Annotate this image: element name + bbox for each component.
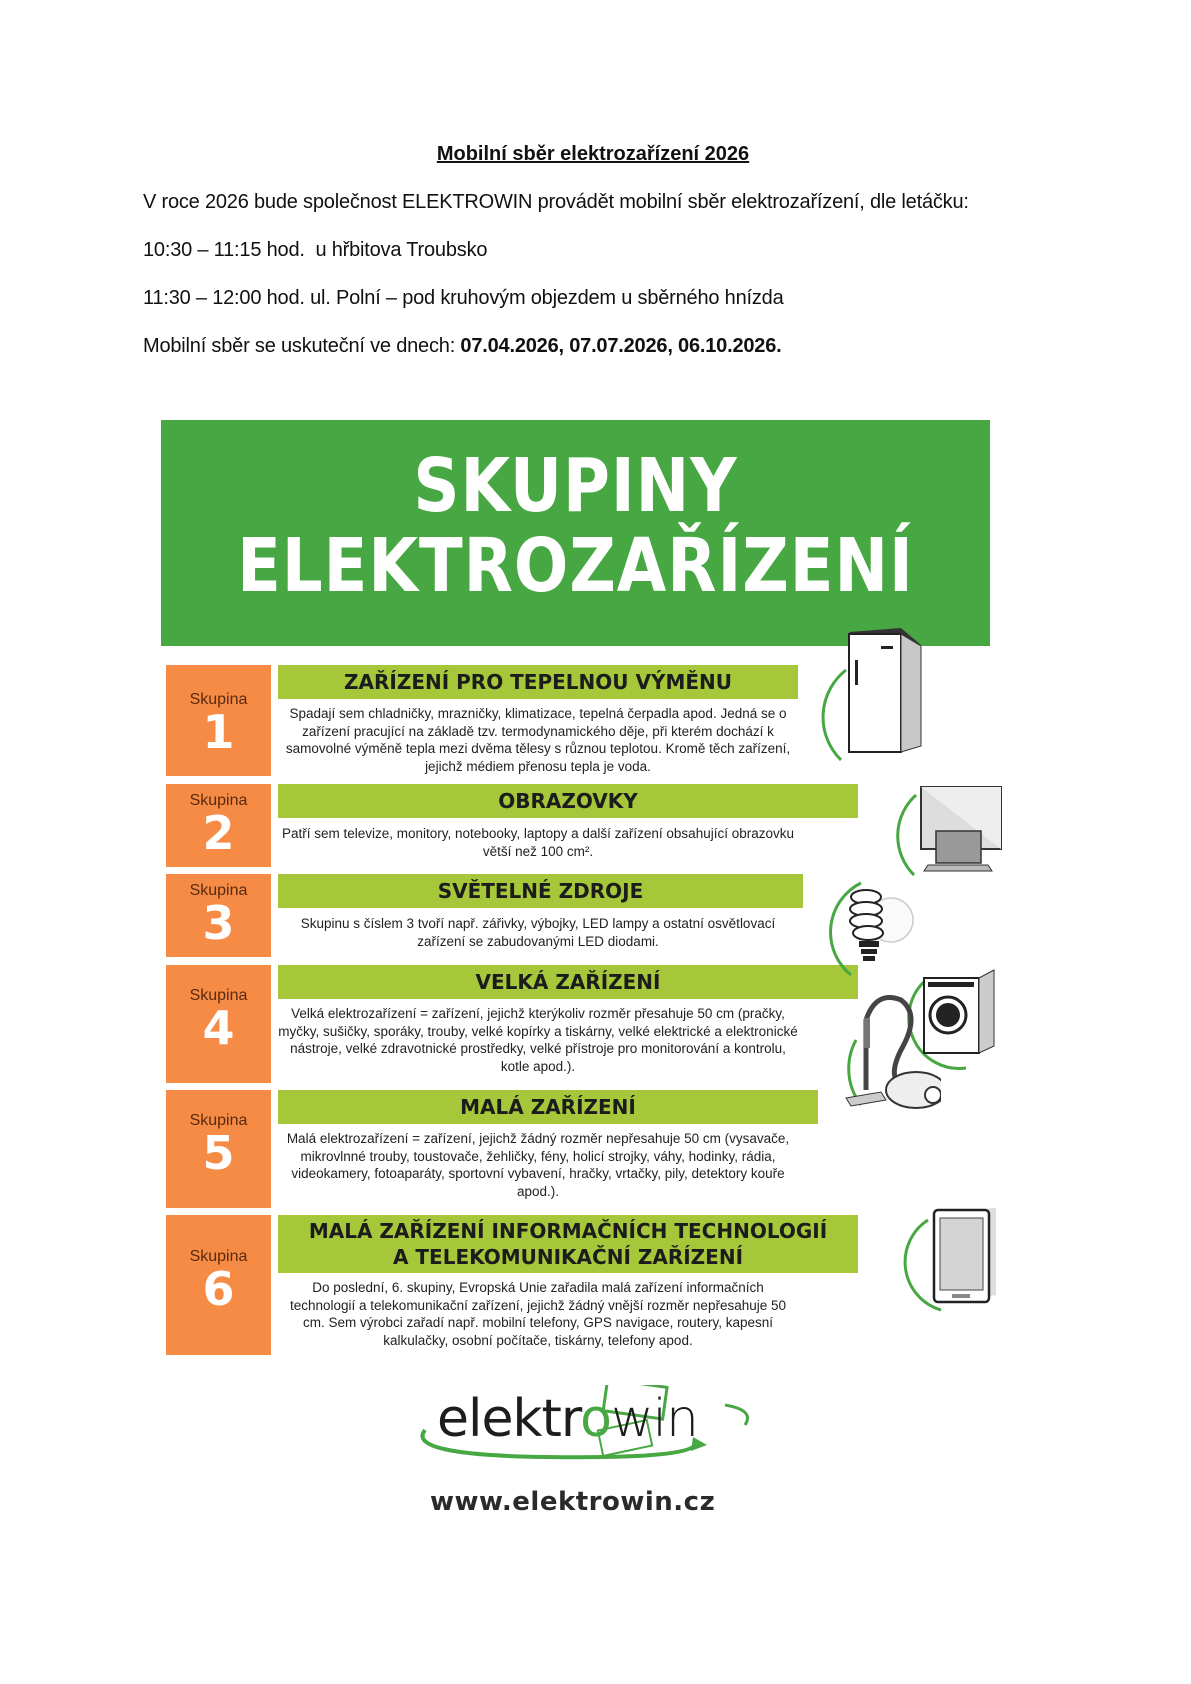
group-number: 1	[202, 705, 235, 759]
group-badge	[166, 665, 271, 776]
banner-title-line-2: ELEKTROZAŘÍZENÍ	[237, 524, 914, 610]
logo-text-part-1: elektr	[437, 1389, 581, 1449]
group-label: Skupina	[189, 691, 248, 708]
group-label: Skupina	[189, 1112, 248, 1129]
group-number: 6	[202, 1262, 235, 1316]
poster-banner	[161, 420, 990, 646]
group-badge	[166, 1090, 271, 1208]
logo-text-o: o	[580, 1389, 611, 1449]
group-title-line-2: A TELEKOMUNIKAČNÍ ZAŘÍZENÍ	[392, 1245, 744, 1269]
mobile-phone-icon	[896, 1200, 1006, 1320]
group-title-line-1: MALÁ ZAŘÍZENÍ INFORMAČNÍCH TECHNOLOGIÍ	[308, 1219, 828, 1243]
poster-electro-groups	[161, 420, 1001, 1420]
monitor-laptop-icon	[896, 775, 1006, 885]
group-label: Skupina	[189, 882, 248, 899]
group-number: 4	[202, 1001, 235, 1055]
group-description: Do poslední, 6. skupiny, Evropská Unie zařadila malá zařízení informačních technologií a telekomunikační zařízení, jejichž žádný vnější rozměr nepřesahuje 50 cm. Sem výrobci zařadí např. mobilní telefony, GPS navigace, routery, kapesní kalkulačky, osobní počítače, tiskárny, telefony apod.	[289, 1280, 787, 1348]
vacuum-cleaner-icon	[821, 980, 941, 1120]
group-badge	[166, 784, 271, 867]
refrigerator-icon	[821, 620, 931, 770]
document-title: Mobilní sběr elektrozařízení 2026	[436, 143, 750, 165]
schedule-line-2: 11:30 – 12:00 hod. ul. Polní – pod kruhovým objezdem u sběrného hnízda	[143, 287, 784, 309]
group-title: OBRAZOVKY	[278, 784, 858, 818]
elektrowin-logo	[395, 1385, 775, 1475]
group-title: MALÁ ZAŘÍZENÍ	[278, 1090, 818, 1124]
group-title	[278, 1215, 858, 1273]
group-badge	[166, 874, 271, 957]
group-description: Patří sem televize, monitory, notebooky, laptopy a další zařízení obsahující obrazovku větší než 100 cm².	[281, 826, 794, 859]
group-label: Skupina	[189, 792, 248, 809]
group-description: Velká elektrozařízení = zařízení, jejichž kterýkoliv rozměr přesahuje 50 cm (pračky, myčky, sušičky, sporáky, trouby, velké kopírky a tiskárny, velké elektrické a elektronické nástroje, velké zdravotnické prostředky, velké přístroje pro monitorování a kontrolu, kotle apod.).	[278, 1006, 798, 1074]
group-title: SVĚTELNÉ ZDROJE	[278, 874, 803, 908]
intro-text: V roce 2026 bude společnost ELEKTROWIN provádět mobilní sběr elektrozařízení, dle letáčku:	[143, 191, 969, 213]
collection-dates	[143, 332, 1083, 360]
document-header	[143, 140, 1083, 360]
group-title: VELKÁ ZAŘÍZENÍ	[278, 965, 858, 999]
logo-text-part-2: win	[611, 1389, 698, 1449]
group-badge	[166, 1215, 271, 1355]
group-description: Spadají sem chladničky, mrazničky, klimatizace, tepelná čerpadla apod. Jedná se o zařízení pracující na základě tzv. termodynamického děje, při kterém dochází k samovolné výměně tepla mezi dvěma tělesy s různou teplotou. Kromě těch zařízení, jejichž médiem přenosu tepla je voda.	[285, 706, 791, 774]
group-badge	[166, 965, 271, 1083]
group-number: 2	[202, 806, 235, 860]
group-number: 5	[202, 1126, 235, 1180]
schedule-line-1: 10:30 – 11:15 hod. u hřbitova Troubsko	[143, 239, 488, 261]
group-description: Skupinu s číslem 3 tvoří např. zářivky, výbojky, LED lampy a ostatní osvětlovací zařízení se zabudovanými LED diodami.	[300, 916, 776, 949]
dates-prefix: Mobilní sběr se uskuteční ve dnech:	[143, 335, 461, 357]
logo-wordmark	[437, 1389, 698, 1449]
group-description: Malá elektrozařízení = zařízení, jejichž žádný rozměr nepřesahuje 50 cm (vysavače, mikrovlnné trouby, toustovače, žehličky, fény, holicí strojky, váhy, hodinky, rádia, videokamery, fotoaparáty, sportovní vybavení, hračky, vrtačky, pily, detektory kouře apod.).	[286, 1131, 790, 1199]
group-label: Skupina	[189, 987, 248, 1004]
website-url[interactable]: www.elektrowin.cz	[430, 1487, 716, 1517]
group-number: 3	[202, 896, 235, 950]
dates-value: 07.04.2026, 07.07.2026, 06.10.2026.	[460, 335, 782, 357]
banner-title-line-1: SKUPINY	[413, 444, 738, 530]
group-label: Skupina	[189, 1248, 248, 1265]
group-title: ZAŘÍZENÍ PRO TEPELNOU VÝMĚNU	[278, 665, 798, 699]
